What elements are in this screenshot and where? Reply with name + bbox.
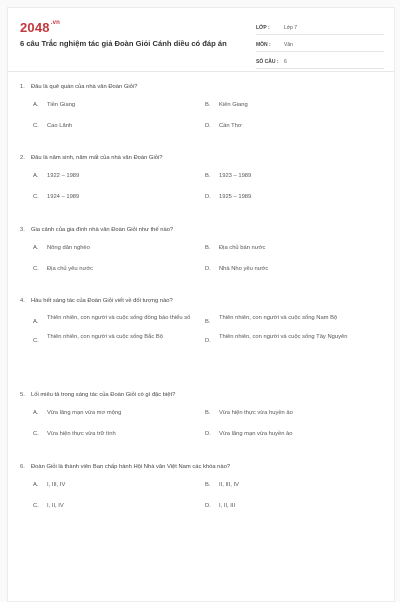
question-4: [20, 298, 384, 346]
site-logo[interactable]: [20, 20, 60, 35]
question-3: [20, 227, 384, 274]
option-text: 1922 – 1989: [47, 173, 80, 179]
option-letter: B.: [205, 245, 211, 251]
question-text: Đâu là năm sinh, năm mất của nhà văn Đoàn Giỏi?: [31, 155, 163, 161]
meta-value: Lớp 7: [284, 25, 298, 31]
option-letter: C.: [33, 266, 39, 272]
option-letter: D.: [205, 266, 211, 272]
question-number: 3.: [20, 227, 25, 233]
option-letter: D.: [205, 194, 211, 200]
option-letter: C.: [33, 194, 39, 200]
question-number: 6.: [20, 464, 25, 470]
option-a[interactable]: [33, 408, 205, 418]
option-text: Tiền Giang: [47, 102, 76, 108]
option-text: Vừa hiện thực vừa huyền ảo: [219, 410, 293, 416]
worksheet: [7, 7, 395, 602]
header-divider: [8, 71, 394, 72]
option-text: Vừa lãng mạn vừa huyền ảo: [219, 431, 293, 437]
option-c[interactable]: [33, 192, 205, 202]
meta-value: Văn: [284, 42, 293, 48]
option-text: Vừa lãng mạn vừa mơ mộng: [47, 410, 122, 416]
option-d[interactable]: [205, 264, 380, 274]
option-letter: B.: [205, 102, 211, 108]
option-letter: C.: [33, 338, 39, 344]
option-b[interactable]: [205, 243, 380, 253]
option-a[interactable]: [33, 313, 205, 327]
option-c[interactable]: [33, 121, 205, 131]
meta-label: LỚP :: [256, 25, 270, 31]
option-text: 1925 – 1989: [219, 194, 252, 200]
logo-text: 2048: [20, 20, 50, 35]
question-number: 4.: [20, 298, 25, 304]
option-d[interactable]: [205, 429, 380, 439]
question-text: Đâu là quê quán của nhà văn Đoàn Giỏi?: [31, 84, 138, 90]
option-text: Cần Thơ: [219, 123, 242, 129]
option-text: II, III, IV: [219, 482, 239, 488]
option-letter: A.: [33, 482, 39, 488]
logo-suffix: .vn: [50, 20, 61, 26]
option-letter: C.: [33, 503, 39, 509]
option-b[interactable]: [205, 100, 380, 110]
option-text: Thiên nhiên, con người và cuộc sống Nam Bộ: [219, 315, 338, 321]
option-a[interactable]: [33, 480, 205, 490]
question-text: Hầu hết sáng tác của Đoàn Giỏi viết về đối tượng nào?: [31, 298, 173, 304]
option-c[interactable]: [33, 264, 205, 274]
meta-label: MÔN :: [256, 42, 271, 48]
question-number: 2.: [20, 155, 25, 161]
question-number: 1.: [20, 84, 25, 90]
option-letter: D.: [205, 503, 211, 509]
option-letter: A.: [33, 319, 39, 325]
option-text: 1924 – 1989: [47, 194, 80, 200]
question-number: 5.: [20, 392, 25, 398]
option-b[interactable]: [205, 408, 380, 418]
option-letter: A.: [33, 102, 39, 108]
option-letter: D.: [205, 338, 211, 344]
meta-label: SỐ CÂU :: [256, 59, 279, 65]
question-5: [20, 392, 384, 439]
meta-row-subject: [256, 39, 384, 52]
option-a[interactable]: [33, 243, 205, 253]
option-text: Vừa hiện thực vừa trữ tình: [47, 431, 116, 437]
option-text: Nông dân nghèo: [47, 245, 90, 251]
option-letter: B.: [205, 482, 211, 488]
option-a[interactable]: [33, 171, 205, 181]
option-letter: B.: [205, 319, 211, 325]
option-text: I, II, III: [219, 503, 236, 509]
option-text: I, III, IV: [47, 482, 66, 488]
option-letter: D.: [205, 431, 211, 437]
option-text: Thiên nhiên, con người và cuộc sống đồng bào thiểu số: [47, 315, 191, 321]
option-letter: B.: [205, 410, 211, 416]
page-title: 6 câu Trắc nghiệm tác giả Đoàn Giỏi Cánh diều có đáp án: [20, 39, 227, 48]
question-1: [20, 84, 384, 131]
option-d[interactable]: [205, 332, 380, 346]
option-text: Thiên nhiên, con người và cuộc sống Tây Nguyên: [219, 334, 348, 340]
option-letter: D.: [205, 123, 211, 129]
option-d[interactable]: [205, 501, 380, 511]
question-text: Gia cảnh của gia đình nhà văn Đoàn Giỏi như thế nào?: [31, 227, 174, 233]
option-d[interactable]: [205, 192, 380, 202]
option-d[interactable]: [205, 121, 380, 131]
question-2: [20, 155, 384, 202]
meta-value: 6: [284, 59, 287, 65]
meta-row-class: [256, 22, 384, 35]
option-text: Thiên nhiên, con người và cuộc sống Bắc Bộ: [47, 334, 163, 340]
meta-row-count: [256, 56, 384, 69]
option-text: Địa chủ yêu nước: [47, 266, 94, 272]
option-c[interactable]: [33, 332, 205, 346]
option-c[interactable]: [33, 501, 205, 511]
option-text: Nhà Nho yêu nước: [219, 266, 269, 272]
option-text: Kiên Giang: [219, 102, 248, 108]
question-6: [20, 464, 384, 511]
question-text: Đoàn Giỏi là thành viên Ban chấp hành Hội Nhà văn Việt Nam các khóa nào?: [31, 464, 231, 470]
option-letter: C.: [33, 431, 39, 437]
meta-info: [256, 22, 384, 73]
option-letter: C.: [33, 123, 39, 129]
option-text: 1923 – 1989: [219, 173, 252, 179]
question-text: Lối miêu tả trong sáng tác của Đoàn Giỏi có gì đặc biệt?: [31, 392, 176, 398]
option-b[interactable]: [205, 480, 380, 490]
option-text: I, II, IV: [47, 503, 64, 509]
option-letter: A.: [33, 410, 39, 416]
option-b[interactable]: [205, 171, 380, 181]
option-letter: A.: [33, 173, 39, 179]
option-text: Cao Lãnh: [47, 123, 73, 129]
option-a[interactable]: [33, 100, 205, 110]
option-b[interactable]: [205, 313, 380, 327]
option-letter: B.: [205, 173, 211, 179]
option-letter: A.: [33, 245, 39, 251]
option-text: Địa chủ bán nước: [219, 245, 266, 251]
option-c[interactable]: [33, 429, 205, 439]
